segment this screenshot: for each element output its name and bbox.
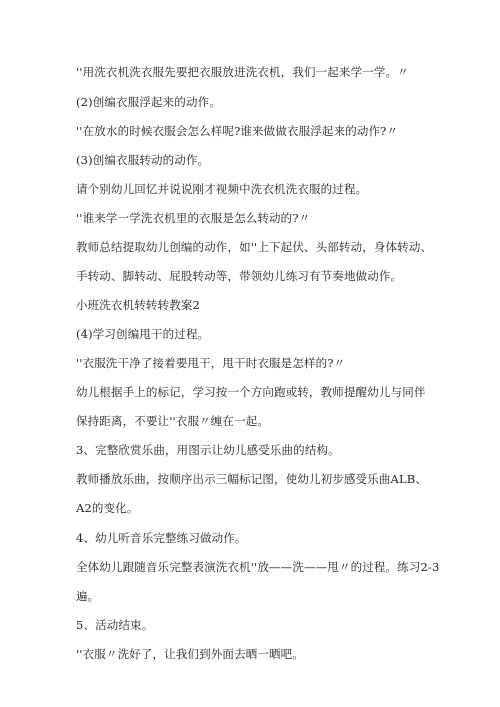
text-line: 幼儿根据手上的标记，学习按一个方向跑或转，教师提醒幼儿与同伴 — [76, 385, 426, 399]
text-line: 手转动、脚转动、屁股转动等，带领幼儿练习有节奏地做动作。 — [76, 269, 403, 283]
text-line: ''衣服〃洗好了，让我们到外面去晒一晒吧。 — [76, 647, 304, 661]
text-line: 全体幼儿跟随音乐完整表演洗衣机''放——洗——甩〃的过程。练习2-3 — [76, 560, 440, 574]
text-line: ''在放水的时候衣服会怎么样呢?谁来做做衣服浮起来的动作?〃 — [76, 124, 399, 138]
text-line: (2)创编衣服浮起来的动作。 — [76, 95, 221, 109]
text-line: 3、完整欣赏乐曲，用图示让幼儿感受乐曲的结构。 — [76, 443, 340, 457]
text-line: ''衣服洗干净了接着要甩干，甩干时衣服是怎样的?〃 — [76, 356, 346, 370]
text-line: (3)创编衣服转动的动作。 — [76, 153, 210, 167]
text-line: 5、活动结束。 — [76, 618, 154, 632]
text-line: 教师播放乐曲，按顺序出示三幅标记图，使幼儿初步感受乐曲ALB、 — [76, 472, 428, 486]
text-line: 保持距离，不要让''衣服〃缠在一起。 — [76, 414, 270, 428]
text-line: 4、幼儿听音乐完整练习做动作。 — [76, 531, 247, 545]
text-line: A2的变化。 — [76, 501, 139, 515]
text-line: 请个别幼儿回忆并说说刚才视频中洗衣机洗衣服的过程。 — [76, 182, 368, 196]
text-line: ''谁来学一学洗衣机里的衣服是怎么转动的?〃 — [76, 211, 311, 225]
text-line: 遍。 — [76, 589, 100, 603]
text-line: ''用洗衣机洗衣服先要把衣服放进洗衣机，我们一起来学一学。〃 — [76, 65, 409, 79]
text-line: (4)学习创编甩干的过程。 — [76, 327, 210, 341]
section-title: 小班洗衣机转转转教案2 — [76, 298, 200, 312]
text-line: 教师总结提取幼儿创编的动作，如''上下起伏、头部转动，身体转动、 — [76, 240, 433, 254]
